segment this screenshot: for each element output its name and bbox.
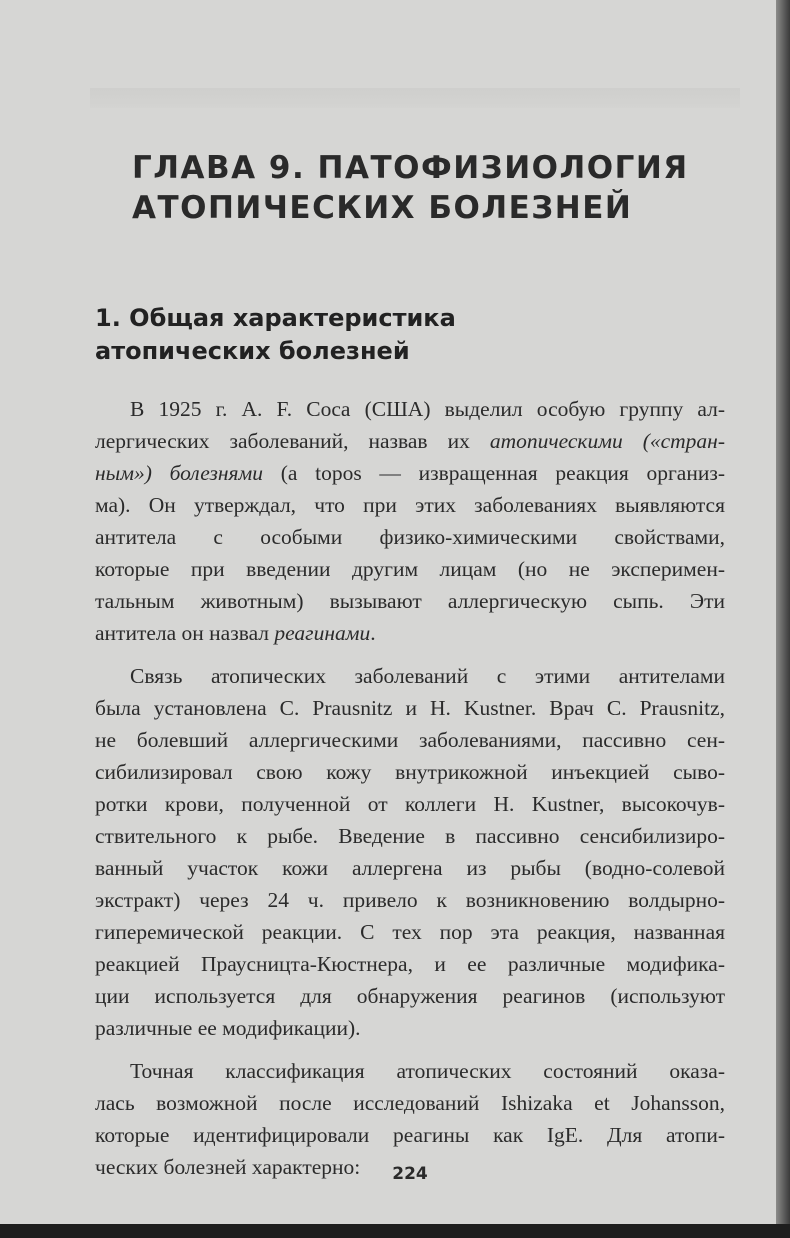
paragraph-2-line: не болевший аллергическими заболеваниями, пассивно сен- — [95, 728, 725, 752]
paragraph-2-line: гиперемической реакции. С тех пор эта реакция, названная — [95, 920, 725, 944]
text-run: (а topos — извращенная реакция организ- — [280, 461, 726, 485]
paragraph-1-line: антитела с особыми физико-химическими свойствами, — [95, 525, 725, 549]
text-run: лергических заболеваний, назвав их — [95, 429, 470, 453]
text-run: . — [370, 621, 376, 645]
paragraph-3-line: Точная классификация атопических состояний оказа- — [130, 1059, 725, 1083]
page-number: 224 — [392, 1164, 428, 1184]
paragraph-1-line — [95, 457, 725, 489]
paragraph-1-line: тальным животным) вызывают аллергическую сыпь. Эти — [95, 589, 725, 613]
paragraph-2-line: Связь атопических заболеваний с этими антителами — [130, 664, 725, 688]
paragraph-1-line — [95, 425, 725, 457]
paragraph-2-line: ствительного к рыбе. Введение в пассивно сенсибилизиро- — [95, 824, 725, 848]
chapter-title — [132, 148, 692, 228]
paragraph-3-line: лась возможной после исследований Ishizaka et Johansson, — [95, 1091, 725, 1115]
paragraph-1-line: которые при введении другим лицам (но не эксперимен- — [95, 557, 725, 581]
paragraph-1-line: ма). Он утверждал, что при этих заболеваниях выявляются — [95, 493, 725, 517]
page-spine-edge — [776, 0, 790, 1238]
paragraph-2-line: сибилизировал свою кожу внутрикожной инъекцией сыво- — [95, 760, 725, 784]
chapter-title-line-2: АТОПИЧЕСКИХ БОЛЕЗНЕЙ — [132, 190, 633, 226]
page-bottom-edge — [0, 1224, 790, 1238]
text-run: антитела он назвал — [95, 621, 270, 645]
section-title-line-2: атопических болезней — [95, 337, 410, 365]
paragraph-2-line: реакцией Праусницта-Кюстнера, и ее различные модифика- — [95, 952, 725, 976]
paragraph-2-line: ротки крови, полученной от коллеги H. Kustner, высокочув- — [95, 792, 725, 816]
paragraph-2-line: была установлена C. Prausnitz и H. Kustner. Врач C. Prausnitz, — [95, 696, 725, 720]
italic-term: ным») болезнями — [95, 461, 263, 485]
paragraph-2-line: различные ее модификации). — [95, 1016, 361, 1040]
section-title-line-1: 1. Общая характеристика — [95, 304, 456, 332]
paragraph-2-line: ванный участок кожи аллергена из рыбы (водно-солевой — [95, 856, 725, 880]
paragraph-2-line: экстракт) через 24 ч. привело к возникновению волдырно- — [95, 888, 725, 912]
paragraph-3-line: ческих болезней характерно: — [95, 1155, 361, 1179]
paragraph-2-line: ции используется для обнаружения реагинов (используют — [95, 984, 725, 1008]
paragraph-1-line: В 1925 г. A. F. Coca (США) выделил особую группу ал- — [130, 397, 725, 421]
section-title — [95, 302, 695, 368]
paragraph-1-line — [95, 617, 725, 649]
paragraph-3-line: которые идентифицировали реагины как IgE. Для атопи- — [95, 1123, 725, 1147]
chapter-title-line-1: ГЛАВА 9. ПАТОФИЗИОЛОГИЯ — [132, 150, 689, 186]
italic-term: атопическими («стран- — [489, 429, 726, 453]
italic-term: реагинами — [274, 621, 371, 645]
